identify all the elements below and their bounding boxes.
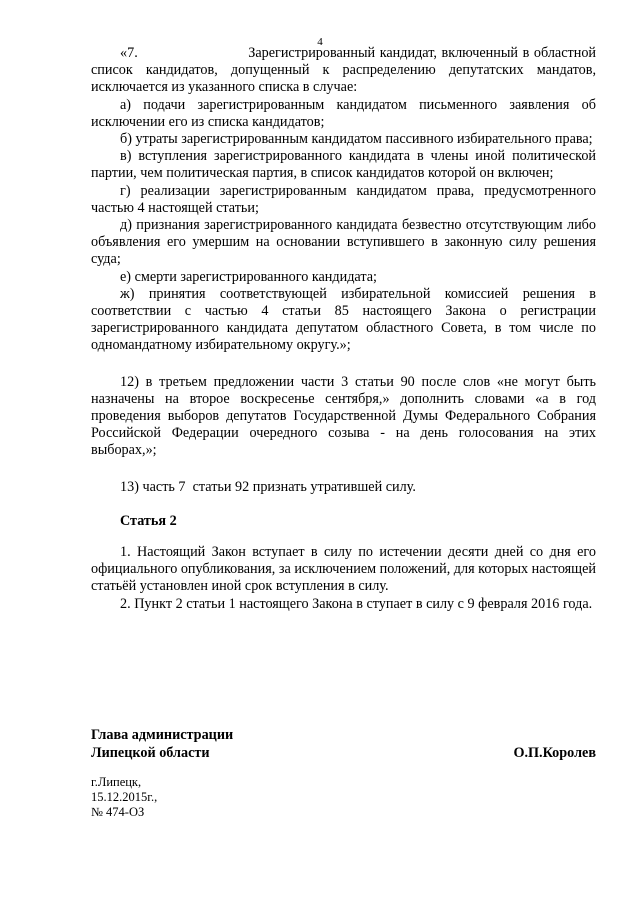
paragraph-item-zh: ж) принятия соответствующей избирательной комиссией решения в соответствии с частью 4 статьи 85 настоящего Закона о регистрации зарегистрированного кандидата депутатом областного Совета, в том числе по одномандатному избирательному округу.»; [91, 285, 596, 354]
paragraph-item-12: 12) в третьем предложении части 3 статьи 90 после слов «не могут быть назначены на второе воскресенье сентября,» дополнить словами «а в год проведения выборов депутатов Государственной Думы Федерального Собрания Российской Федерации очередного созыва - на день голосования на этих выборах,»; [91, 373, 596, 459]
paragraph-item-e: е) смерти зарегистрированного кандидата; [120, 268, 377, 285]
signatory-name: О.П.Королев [513, 744, 596, 761]
signatory-title-line-2: Липецкой области [91, 744, 210, 761]
paragraph-item-v: в) вступления зарегистрированного кандидата в члены иной политической партии, чем политическая партия, в список кандидатов которой он включен; [91, 148, 596, 182]
footer-law-number: № 474-ОЗ [91, 805, 145, 819]
signature-block [91, 727, 596, 762]
document-footer [91, 775, 157, 820]
article-2-heading: Статья 2 [120, 512, 177, 529]
paragraph-item-13: 13) часть 7 статьи 92 признать утратившей силу. [120, 478, 416, 495]
paragraph-item-d: д) признания зарегистрированного кандидата безвестно отсутствующим либо объявления его умершим на основании вступившего в законную силу решения суда; [91, 217, 596, 268]
paragraph-clause-7: «7. Зарегистрированный кандидат, включенный в областной список кандидатов, допущенный к распределению депутатских мандатов, исключается из указанного списка в случае: [91, 45, 596, 96]
footer-city: г.Липецк, [91, 775, 142, 789]
paragraph-item-g: г) реализации зарегистрированным кандидатом права, предусмотренного частью 4 настоящей статьи; [91, 182, 596, 216]
paragraph-item-a: а) подачи зарегистрированным кандидатом письменного заявления об исключении его из списка кандидатов; [91, 96, 596, 130]
signature-row [91, 745, 596, 763]
article-2-paragraph-2: 2. Пункт 2 статьи 1 настоящего Закона в ступает в силу с 9 февраля 2016 года. [120, 595, 593, 612]
page-number: 4 [317, 36, 323, 48]
article-2-paragraph-1: 1. Настоящий Закон вступает в силу по истечении десяти дней со дня его официального опубликования, за исключением положений, для которых настоящей статьёй установлен иной срок вступления в силу. [91, 544, 596, 595]
paragraph-item-b: б) утраты зарегистрированным кандидатом пассивного избирательного права; [120, 131, 593, 148]
document-body [91, 45, 596, 613]
signatory-title-line-1: Глава администрации [91, 727, 234, 743]
footer-date: 15.12.2015г., [91, 790, 158, 804]
